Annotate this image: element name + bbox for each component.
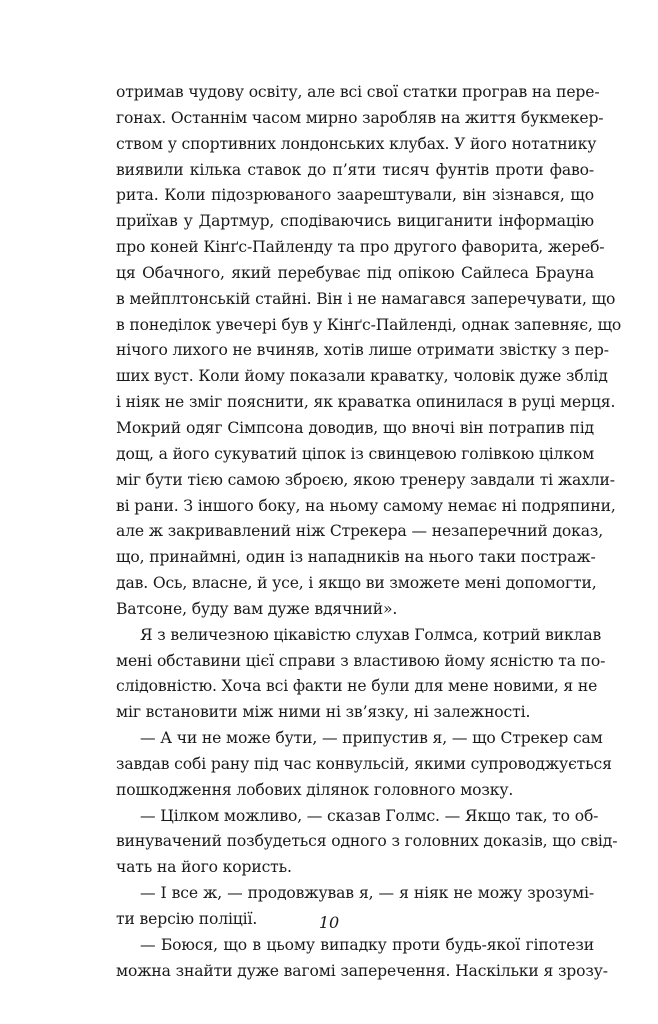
text-line: ством у спортивних лондонських клубах. У його нотатнику xyxy=(116,134,597,153)
text-line: нічого лихого не вчиняв, хотів лише отримати звістку з пер- xyxy=(116,341,609,360)
text-line: що, принаймні, один із нападників на нього таки постраж- xyxy=(116,548,596,567)
text-line: завдав собі рану під час конвульсій, якими супроводжується xyxy=(116,754,612,773)
text-line: і ніяк не зміг пояснити, як краватка опинилася в руці мерця. xyxy=(116,393,616,412)
text-line: чать на його користь. xyxy=(116,858,292,877)
text-line: дощ, а його сукуватий ціпок із свинцевою голівкою цілком xyxy=(116,444,595,463)
text-line: винувачений позбудеться одного з головних доказів, що свід- xyxy=(116,832,618,851)
text-line: Мокрий одяг Сімпсона доводив, що вночі він потрапив під xyxy=(116,418,594,437)
text-line: Ватсоне, буду вам дуже вдячний». xyxy=(116,599,398,618)
text-line: ця Обачного, який перебуває під опікою Сайлеса Брауна xyxy=(116,263,594,282)
text-line: ві рани. З іншого боку, на ньому самому немає ні подряпини, xyxy=(116,496,616,515)
text-line: в мейплтонській стайні. Він і не намагався заперечувати, що xyxy=(116,289,616,308)
book-page-text xyxy=(116,80,622,985)
text-line: про коней Кінґс-Пайленду та про другого фаворита, жереб- xyxy=(116,238,605,257)
text-line: але ж закривавлений ніж Стрекера — незаперечний доказ, xyxy=(116,522,604,541)
text-line: мені обставини цієї справи з властивою йому ясністю та по- xyxy=(116,651,606,670)
text-line: міг бути тією самою зброєю, якою тренеру завдали ті жахли- xyxy=(116,470,615,489)
text-line: — Цілком можливо, — сказав Голмс. — Якщо так, то об- xyxy=(140,806,599,825)
text-line: міг встановити між ними ні зв’язку, ні залежності. xyxy=(116,703,531,722)
text-line: гонах. Останнім часом мирно заробляв на життя букмекер- xyxy=(116,108,604,127)
text-line: ти версію поліції. xyxy=(116,910,258,928)
text-line: ших вуст. Коли йому показали краватку, чоловік дуже зблід xyxy=(116,367,608,386)
text-line: — А чи не може бути, — припустив я, — що Стрекер сам xyxy=(140,729,603,748)
text-line: — І все ж, — продовжував я, — я ніяк не можу зрозумі- xyxy=(140,884,594,903)
text-line: приїхав у Дартмур, сподіваючись вициганити інформацію xyxy=(116,212,594,231)
text-line: Я з величезною цікавістю слухав Голмса, котрий виклав xyxy=(140,625,602,644)
text-line: отримав чудову освіту, але всі свої статки програв на пере- xyxy=(116,83,600,101)
text-line: в понеділок увечері був у Кінґс-Пайленді, однак запевняє, що xyxy=(116,315,622,334)
text-line: пошкодження лобових ділянок головного мозку. xyxy=(116,780,514,799)
page-number: 10 xyxy=(318,913,340,932)
text-line: — Боюся, що в цьому випадку проти будь-якої гіпотези xyxy=(140,935,594,954)
text-line: слідовністю. Хоча всі факти не були для мене новими, я не xyxy=(116,677,598,696)
text-line: рита. Коли підозрюваного заарештували, він зізнався, що xyxy=(116,186,594,205)
text-line: можна знайти дуже вагомі заперечення. Наскільки я зрозу- xyxy=(116,961,608,980)
text-line: виявили кілька ставок до п’яти тисяч фунтів проти фаво- xyxy=(116,160,594,179)
text-line: дав. Ось, власне, й усе, і якщо ви зможете мені допомогти, xyxy=(116,574,597,593)
